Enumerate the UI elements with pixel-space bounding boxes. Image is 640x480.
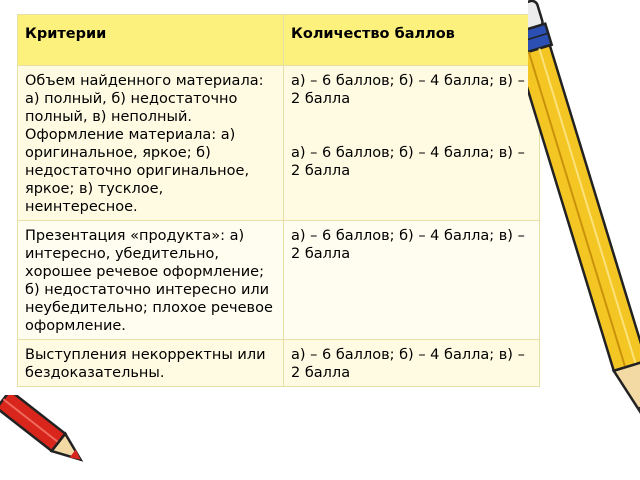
header-criteria: Критерии: [18, 15, 284, 66]
pencil-icon: [528, 0, 640, 450]
table-row: [18, 221, 540, 340]
points-cell: [284, 66, 540, 221]
points-design: а) – 6 баллов; б) – 4 балла; в) – 2 балла: [291, 145, 525, 179]
table-row: [18, 66, 540, 221]
criterion-design: Оформление материала: а) оригинальное, яркое; б) недостаточно оригинальное, яркое; в) тусклое, неинтересное.: [25, 127, 250, 215]
header-points: Количество баллов: [284, 15, 540, 66]
points-speech: а) – 6 баллов; б) – 4 балла; в) – 2 балла: [284, 340, 540, 387]
criterion-volume: Объем найденного материала: а) полный, б) недостаточно полный, в) неполный.: [25, 73, 264, 125]
pencil-icon: [0, 395, 100, 480]
spacer: [291, 108, 533, 144]
criterion-cell: [18, 66, 284, 221]
criteria-table: [17, 14, 540, 387]
table-row: [18, 340, 540, 387]
points-volume: а) – 6 баллов; б) – 4 балла; в) – 2 балла: [291, 73, 525, 107]
criterion-presentation: Презентация «продукта»: а) интересно, убедительно, хорошее речевое оформление; б) недостаточно интересно или неубедительно; плохое речевое оформление.: [18, 221, 284, 340]
criterion-speech: Выступления некорректны или бездоказательны.: [18, 340, 284, 387]
table-header-row: [18, 15, 540, 66]
points-presentation: а) – 6 баллов; б) – 4 балла; в) – 2 балла: [284, 221, 540, 340]
